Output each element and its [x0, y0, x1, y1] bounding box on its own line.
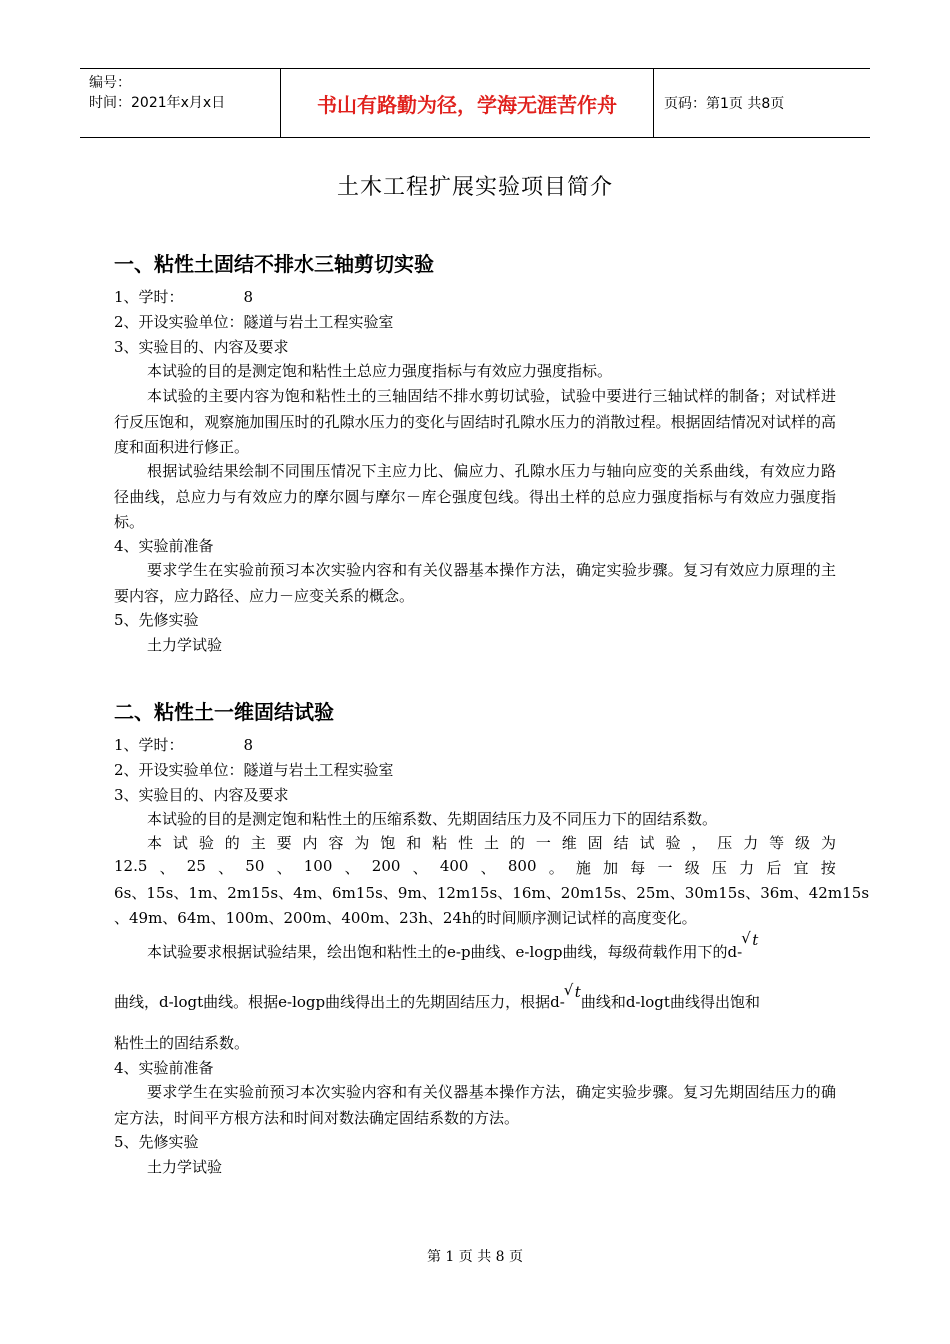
section2-paragraph-2-line-4: 、49m、64m、100m、200m、400m、23h、24h的时间顺序测记试样的高度变化。: [114, 909, 697, 927]
text-token: 本: [147, 834, 163, 852]
text-token: 、: [159, 859, 175, 877]
text-token: 每: [630, 859, 646, 877]
section1-unit: 2、开设实验单位：隧道与岩土工程实验室: [114, 313, 394, 331]
text-token: 粘: [432, 834, 448, 852]
text-token: 为: [820, 834, 836, 852]
section1-paragraph-4: 要求学生在实验前预习本次实验内容和有关仪器基本操作方法，确定实验步骤。复习有效应力原理的主要内容，应力路径、应力－应变关系的概念。: [114, 561, 836, 605]
text-token: 宜: [793, 859, 809, 877]
section2-prereq: 土力学试验: [147, 1158, 223, 1176]
section2-paragraph-1: 本试验的目的是测定饱和粘性土的压缩系数、先期固结压力及不同压力下的固结系数。: [147, 810, 718, 828]
text-token: 200: [371, 857, 401, 875]
text-token: 级: [795, 834, 811, 852]
section1-prep-heading: 4、实验前准备: [114, 537, 214, 555]
section1-prereq: 土力学试验: [147, 636, 223, 654]
sqrt-t-symbol: √ t: [565, 980, 581, 1004]
section2-paragraph-3-line-1: 本试验要求根据试验结果，绘出饱和粘性土的e-p曲线、e-logp曲线，每级荷载作用下的d-√ t: [147, 940, 758, 964]
text-token: 力: [739, 859, 755, 877]
text-token: 结: [613, 834, 629, 852]
text-token: 容: [328, 834, 344, 852]
section2-paragraph-3-line-3: 粘性土的固结系数。: [114, 1034, 250, 1052]
text-token: 试: [172, 834, 188, 852]
text-token: 、: [344, 859, 360, 877]
section2-paragraph-4: 要求学生在实验前预习本次实验内容和有关仪器基本操作方法，确定实验步骤。复习先期固结压力的确定方法，时间平方根方法和时间对数法确定固结系数的方法。: [114, 1083, 836, 1127]
text-token: 压: [711, 859, 727, 877]
text-token: 试: [639, 834, 655, 852]
text-token: 验: [665, 834, 681, 852]
text-token: 50: [245, 857, 265, 875]
text-token: 25: [186, 857, 206, 875]
text-token: 验: [198, 834, 214, 852]
section2-hours: 1、学时： 8: [114, 736, 254, 754]
page-header: [80, 68, 870, 138]
text-token: 施: [575, 859, 591, 877]
text-token: 级: [684, 859, 700, 877]
text-token: 的: [509, 834, 525, 852]
header-motto-cell: [281, 69, 654, 137]
text-token: 力: [743, 834, 759, 852]
section2-heading: 二、粘性土一维固结试验: [114, 700, 334, 724]
header-page-info: 页码：第1页 共8页: [664, 96, 785, 112]
text-token: 等: [769, 834, 785, 852]
section2-paragraph-2-line-3: 6s、15s、1m、2m15s、4m、6m15s、9m、12m15s、16m、20m15s、25m、30m15s、36m、42m15s: [114, 884, 870, 902]
section2-prereq-heading: 5、先修实验: [114, 1133, 199, 1151]
text-token: 加: [603, 859, 619, 877]
text-token: 。: [548, 859, 564, 877]
text-token: 400: [439, 857, 469, 875]
text-token: 、: [412, 859, 428, 877]
section2-paragraph-2-line-2: [114, 857, 836, 882]
page-footer: 第 1 页 共 8 页: [426, 1249, 524, 1265]
document-title: 土木工程扩展实验项目简介: [336, 175, 613, 200]
text-token: 12.5: [114, 857, 148, 875]
section1-heading: 一、粘性土固结不排水三轴剪切实验: [114, 252, 434, 276]
text-token: ，: [691, 834, 707, 852]
section1-paragraph-1: 本试验的目的是测定饱和粘性土总应力强度指标与有效应力强度指标。: [147, 362, 613, 380]
text-token: 一: [657, 859, 673, 877]
text-token: 、: [480, 859, 496, 877]
text-token: 、: [218, 859, 234, 877]
text-token: 100: [303, 857, 333, 875]
text-token: 饱: [380, 834, 396, 852]
text-token: 要: [276, 834, 292, 852]
text-token: 的: [224, 834, 240, 852]
section1-paragraph-2: 本试验的主要内容为饱和粘性土的三轴固结不排水剪切试验，试验中要进行三轴试样的制备；对试样进行反压饱和，观察施加围压时的孔隙水压力的变化与固结时孔隙水压力的消散过程。根据固结情况对试样的高度和面积进行修正。: [114, 387, 836, 456]
text-token: 维: [561, 834, 577, 852]
header-meta: [80, 69, 281, 137]
text-token: 和: [406, 834, 422, 852]
section1-paragraph-3: 根据试验结果绘制不同围压情况下主应力比、偏应力、孔隙水压力与轴向应变的关系曲线，有效应力路径曲线，总应力与有效应力的摩尔圆与摩尔－库仑强度包线。得出土样的总应力强度指标与有效应力强度指标。: [114, 462, 836, 531]
document-number: 编号：: [89, 75, 131, 91]
section1-hours: 1、学时： 8: [114, 288, 254, 306]
section1-purpose-heading: 3、实验目的、内容及要求: [114, 338, 289, 356]
text-token: 、: [276, 859, 292, 877]
text-token: 主: [250, 834, 266, 852]
section2-prep-heading: 4、实验前准备: [114, 1059, 214, 1077]
section2-paragraph-3-line-2: 曲线，d-logt曲线。根据e-logp曲线得出土的先期固结压力，根据d-√ t曲线和d-logt曲线得出饱和: [114, 990, 760, 1014]
header-motto: 书山有路勤为径，学海无涯苦作舟: [317, 92, 617, 117]
text-token: 压: [717, 834, 733, 852]
section2-unit: 2、开设实验单位：隧道与岩土工程实验室: [114, 761, 394, 779]
text-token: 性: [458, 834, 474, 852]
text-token: 内: [302, 834, 318, 852]
section1-prereq-heading: 5、先修实验: [114, 611, 199, 629]
text-token: 一: [535, 834, 551, 852]
text-token: 为: [354, 834, 370, 852]
text-token: 固: [587, 834, 603, 852]
text-token: 土: [483, 834, 499, 852]
sqrt-t-symbol: √ t: [742, 928, 758, 952]
document-date: 时间：2021年x月x日: [89, 95, 226, 111]
section2-paragraph-2-line-1: [147, 832, 836, 857]
text-token: 800: [507, 857, 537, 875]
text-token: 后: [766, 859, 782, 877]
text-token: 按: [820, 859, 836, 877]
section2-purpose-heading: 3、实验目的、内容及要求: [114, 786, 289, 804]
